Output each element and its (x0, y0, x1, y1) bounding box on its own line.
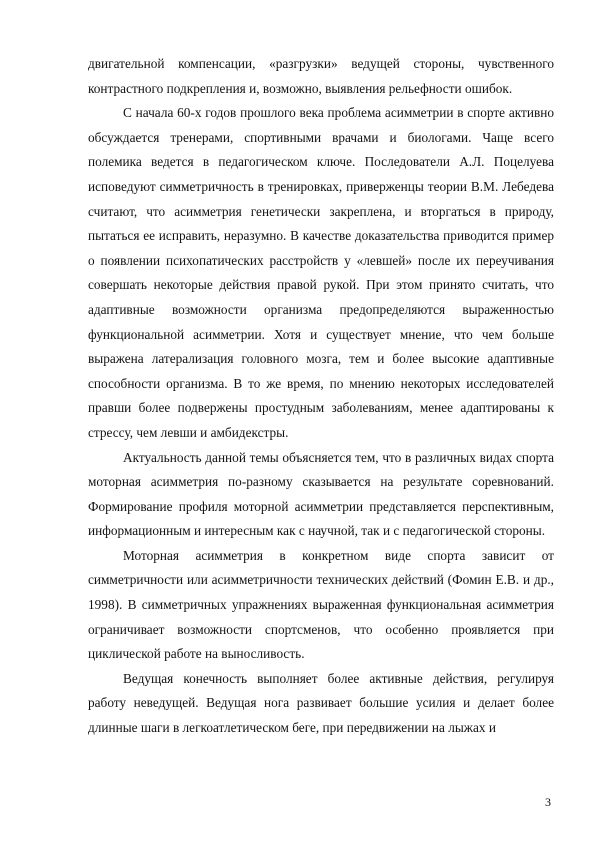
paragraph-continuation: двигательной компенсации, «разгрузки» ведущей стороны, чувственного контрастного подкрепления и, возможно, выявления рельефности ошибок. (88, 56, 554, 96)
paragraph-motor-asymmetry: Моторная асимметрия в конкретном виде спорта зависит от симметричности или асимметричности технических действий (Фомин Е.В. и др., 1998). В симметричных упражнениях выраженная функциональная асимметрия ограничивает возможности спортсменов, что особенно проявляется при циклической работе на выносливость. (88, 547, 554, 662)
paragraph-leading-limb: Ведущая конечность выполняет более активные действия, регулируя работу неведущей. Ведущая нога развивает большие усилия и делает более длинные шаги в легкоатлетическом беге, при передвижении на лыжах и (88, 670, 554, 736)
paragraph-relevance: Актуальность данной темы объясняется тем, что в различных видах спорта моторная асимметрия по-разному сказывается на результате соревнований. Формирование профиля моторной асимметрии представляется перспективным, информационным и интересным как с научной, так и с педагогической стороны. (88, 449, 554, 539)
document-page (88, 52, 554, 741)
paragraph-asymmetry-history: С начала 60-х годов прошлого века проблема асимметрии в спорте активно обсуждается тренерами, спортивными врачами и биологами. Чаще всего полемика ведется в педагогическом ключе. Последователи А.Л. Поцелуева исповедуют симметричность в тренировках, приверженцы теории В.М. Лебедева считают, что асимметрия генетически закреплена, и вторгаться в природу, пытаться ее исправить, неразумно. В качестве доказательства приводится пример о появлении психопатических расстройств у «левшей» после их переучивания совершать некоторые действия правой рукой. При этом принято считать, что адаптивные возможности организма предопределяются выраженностью функциональной асимметрии. Хотя и существует мнение, что чем больше выражена латерализация головного мозга, тем и более высокие адаптивные способности организма. В то же время, по мнению некоторых исследователей правши более подвержены простудным заболеваниям, менее адаптированы к стрессу, чем левши и амбидекстры. (88, 105, 554, 440)
page-number: 3 (545, 795, 551, 809)
